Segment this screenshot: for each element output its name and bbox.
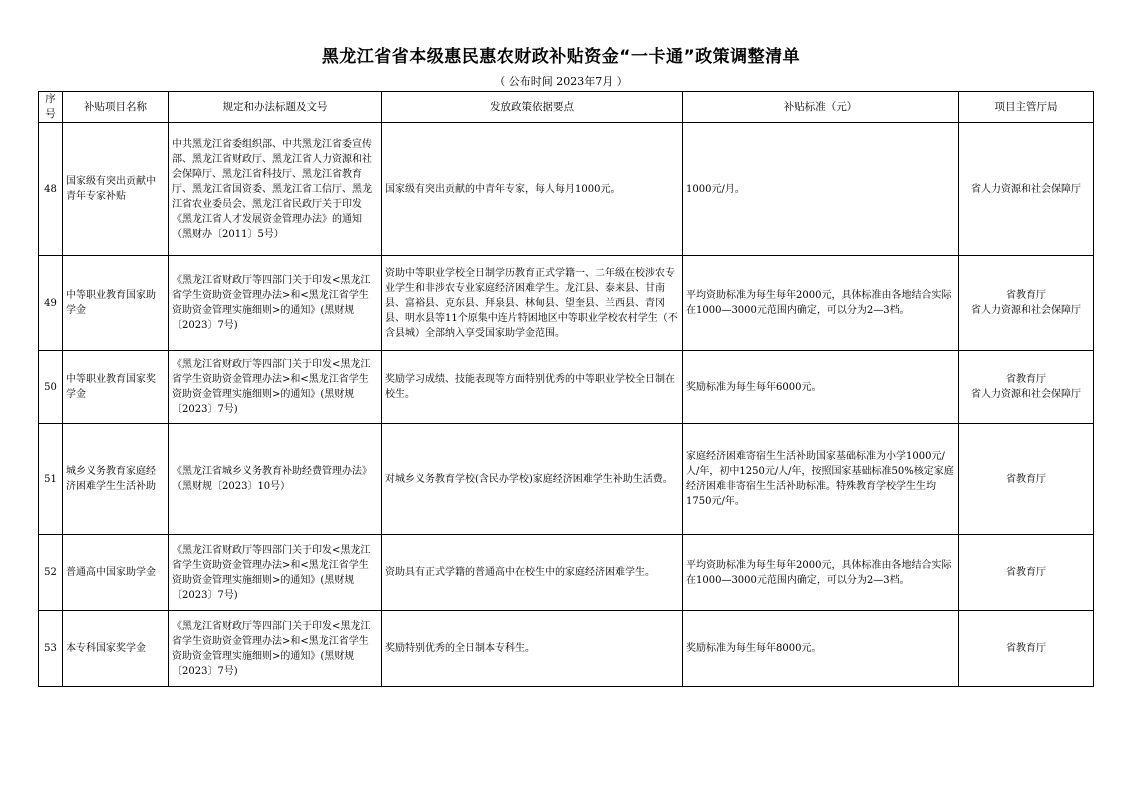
department-name: 省人力资源和社会保障厅: [971, 183, 1081, 195]
row-policy-basis: 对城乡义务教育学校(含民办学校)家庭经济困难学生补助生活费。: [382, 424, 683, 535]
row-department: [959, 535, 1094, 611]
row-subsidy-standard: 平均资助标准为每生每年2000元，具体标准由各地结合实际在1000—3000元范围内确定，可以分为2—3档。: [683, 256, 959, 351]
department-name: 省教育厅: [1006, 290, 1046, 301]
row-subsidy-standard: 奖励标准为每生每年6000元。: [683, 351, 959, 424]
department-name: 省教育厅: [1006, 567, 1046, 578]
department-name: 省人力资源和社会保障厅: [971, 305, 1081, 316]
row-policy-basis: 奖励学习成绩、技能表现等方面特别优秀的中等职业学校全日制在校生。: [382, 351, 683, 424]
row-department: [959, 424, 1094, 535]
header-department: 项目主管厅局: [959, 92, 1094, 123]
header-seq: 序号: [39, 92, 63, 123]
department-name: 省教育厅: [1006, 374, 1046, 385]
policy-table: [38, 91, 1094, 687]
table-row: [39, 256, 1094, 351]
row-item-name: 中等职业教育国家助学金: [63, 256, 169, 351]
row-regulation: 《黑龙江省财政厅等四部门关于印发<黑龙江省学生资助资金管理办法>和<黑龙江省学生资助资金管理实施细则>的通知》(黑财规〔2023〕7号): [169, 256, 382, 351]
header-policy-basis: 发放政策依据要点: [382, 92, 683, 123]
row-policy-basis: 奖励特别优秀的全日制本专科生。: [382, 611, 683, 687]
table-row: [39, 123, 1094, 256]
row-subsidy-standard: 奖励标准为每生每年8000元。: [683, 611, 959, 687]
row-seq: 49: [39, 256, 63, 351]
header-regulation: 规定和办法标题及文号: [169, 92, 382, 123]
row-policy-basis: 资助中等职业学校全日制学历教育正式学籍一、二年级在校涉农专业学生和非涉农专业家庭经济困难学生。龙江县、泰来县、甘南县、富裕县、克东县、拜泉县、林甸县、望奎县、兰西县、青冈县、明水县等11个原集中连片特困地区中等职业学校农村学生（不含县城）全部纳入享受国家助学金范围。: [382, 256, 683, 351]
table-row: [39, 424, 1094, 535]
row-subsidy-standard: 1000元/月。: [683, 123, 959, 256]
row-subsidy-standard: 平均资助标准为每生每年2000元，具体标准由各地结合实际在1000—3000元范围内确定，可以分为2—3档。: [683, 535, 959, 611]
row-policy-basis: 国家级有突出贡献的中青年专家，每人每月1000元。: [382, 123, 683, 256]
row-seq: 53: [39, 611, 63, 687]
row-regulation: 《黑龙江省城乡义务教育补助经费管理办法》（黑财规〔2023〕10号）: [169, 424, 382, 535]
table-row: [39, 611, 1094, 687]
row-regulation: 《黑龙江省财政厅等四部门关于印发<黑龙江省学生资助资金管理办法>和<黑龙江省学生资助资金管理实施细则>的通知》(黑财规〔2023〕7号): [169, 535, 382, 611]
row-policy-basis: 资助具有正式学籍的普通高中在校生中的家庭经济困难学生。: [382, 535, 683, 611]
department-name: 省教育厅: [1006, 473, 1046, 485]
table-row: [39, 351, 1094, 424]
row-seq: 51: [39, 424, 63, 535]
row-department: [959, 611, 1094, 687]
row-regulation: 中共黑龙江省委组织部、中共黑龙江省委宣传部、黑龙江省财政厅、黑龙江省人力资源和社会保障厅、黑龙江省科技厅、黑龙江省教育厅、黑龙江省国资委、黑龙江省工信厅、黑龙江省农业委员会、黑龙江省民政厅关于印发《黑龙江省人才发展资金管理办法》的通知（黑财办〔2011〕5号）: [169, 123, 382, 256]
row-item-name: 中等职业教育国家奖学金: [63, 351, 169, 424]
row-regulation: 《黑龙江省财政厅等四部门关于印发<黑龙江省学生资助资金管理办法>和<黑龙江省学生资助资金管理实施细则>的通知》(黑财规〔2023〕7号): [169, 351, 382, 424]
row-item-name: 国家级有突出贡献中青年专家补贴: [63, 123, 169, 256]
row-seq: 48: [39, 123, 63, 256]
department-name: 省教育厅: [1006, 643, 1046, 654]
row-seq: 52: [39, 535, 63, 611]
row-seq: 50: [39, 351, 63, 424]
header-subsidy-standard: 补贴标准（元）: [683, 92, 959, 123]
header-item-name: 补贴项目名称: [63, 92, 169, 123]
publish-date: （ 公布时间 2023年7月 ）: [494, 75, 628, 88]
row-item-name: 城乡义务教育家庭经济困难学生生活补助: [63, 424, 169, 535]
row-item-name: 普通高中国家助学金: [63, 535, 169, 611]
page-title: 黑龙江省省本级惠民惠农财政补贴资金“一卡通”政策调整清单: [321, 47, 801, 67]
row-department: [959, 351, 1094, 424]
department-name: 省人力资源和社会保障厅: [971, 389, 1081, 400]
table-header-row: [39, 92, 1094, 123]
row-regulation: 《黑龙江省财政厅等四部门关于印发<黑龙江省学生资助资金管理办法>和<黑龙江省学生资助资金管理实施细则>的通知》(黑财规〔2023〕7号): [169, 611, 382, 687]
row-subsidy-standard: 家庭经济困难寄宿生生活补助国家基础标准为小学1000元/人/年，初中1250元/人/年，按照国家基础标准50%核定家庭经济困难非寄宿生生活补助标准。特殊教育学校学生生均1750元/年。: [683, 424, 959, 535]
row-item-name: 本专科国家奖学金: [63, 611, 169, 687]
row-department: [959, 123, 1094, 256]
row-department: [959, 256, 1094, 351]
table-row: [39, 535, 1094, 611]
